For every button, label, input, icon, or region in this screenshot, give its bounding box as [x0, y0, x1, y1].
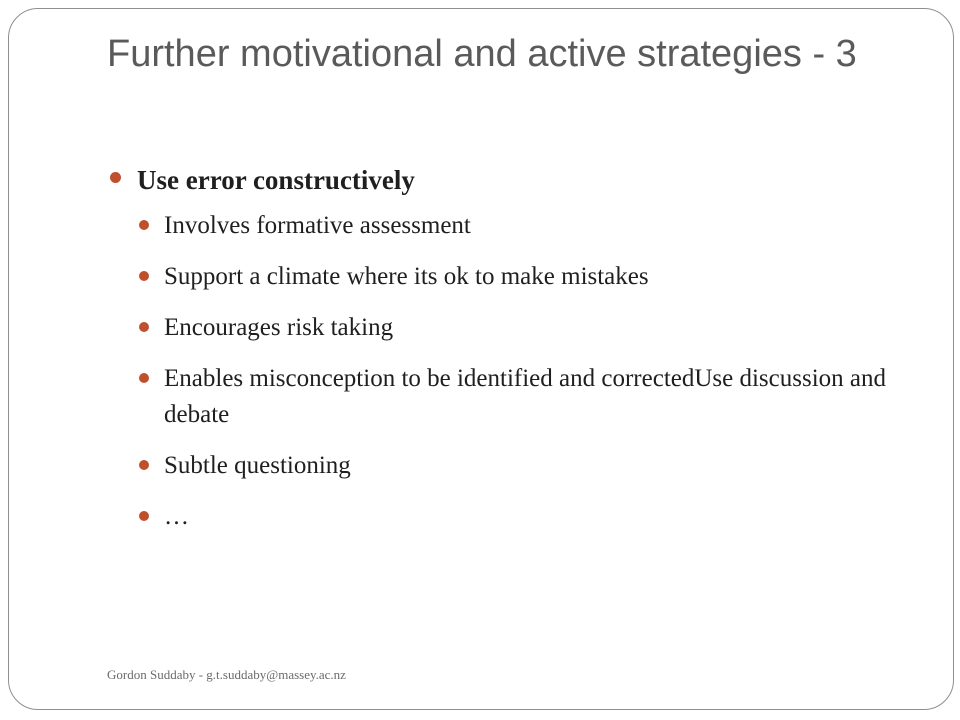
sub-bullet — [107, 361, 907, 433]
bullet-dot-icon — [139, 373, 149, 383]
bullet-dot-icon — [139, 460, 149, 470]
bullet-dot-icon — [110, 172, 121, 183]
slide-footer: Gordon Suddaby - g.t.suddaby@massey.ac.nz — [107, 667, 346, 682]
sub-bullet-text: Support a climate where its ok to make mistakes — [164, 263, 649, 290]
sub-bullet — [107, 310, 907, 346]
bullet-dot-icon — [139, 271, 149, 281]
bullet-dot-icon — [139, 322, 149, 332]
bullet-dot-icon — [139, 220, 149, 230]
sub-bullet — [107, 259, 907, 295]
sub-bullet-text: Involves formative assessment — [164, 212, 471, 239]
main-bullet-text: Use error constructively — [137, 165, 415, 195]
sub-bullet — [107, 448, 907, 484]
bullet-dot-icon — [139, 511, 149, 521]
sub-bullet-text: Encourages risk taking — [164, 314, 394, 341]
sub-bullet-text: Enables misconception to be identified and correctedUse discussion and debate — [164, 365, 887, 428]
sub-bullet-text: Subtle questioning — [164, 452, 351, 479]
sub-bullet — [107, 499, 907, 535]
sub-bullet-text: … — [164, 503, 189, 530]
slide-content — [107, 158, 907, 550]
main-bullet — [107, 158, 907, 202]
slide-title: Further motivational and active strategies - 3 — [107, 33, 857, 75]
sub-bullet — [107, 208, 907, 244]
